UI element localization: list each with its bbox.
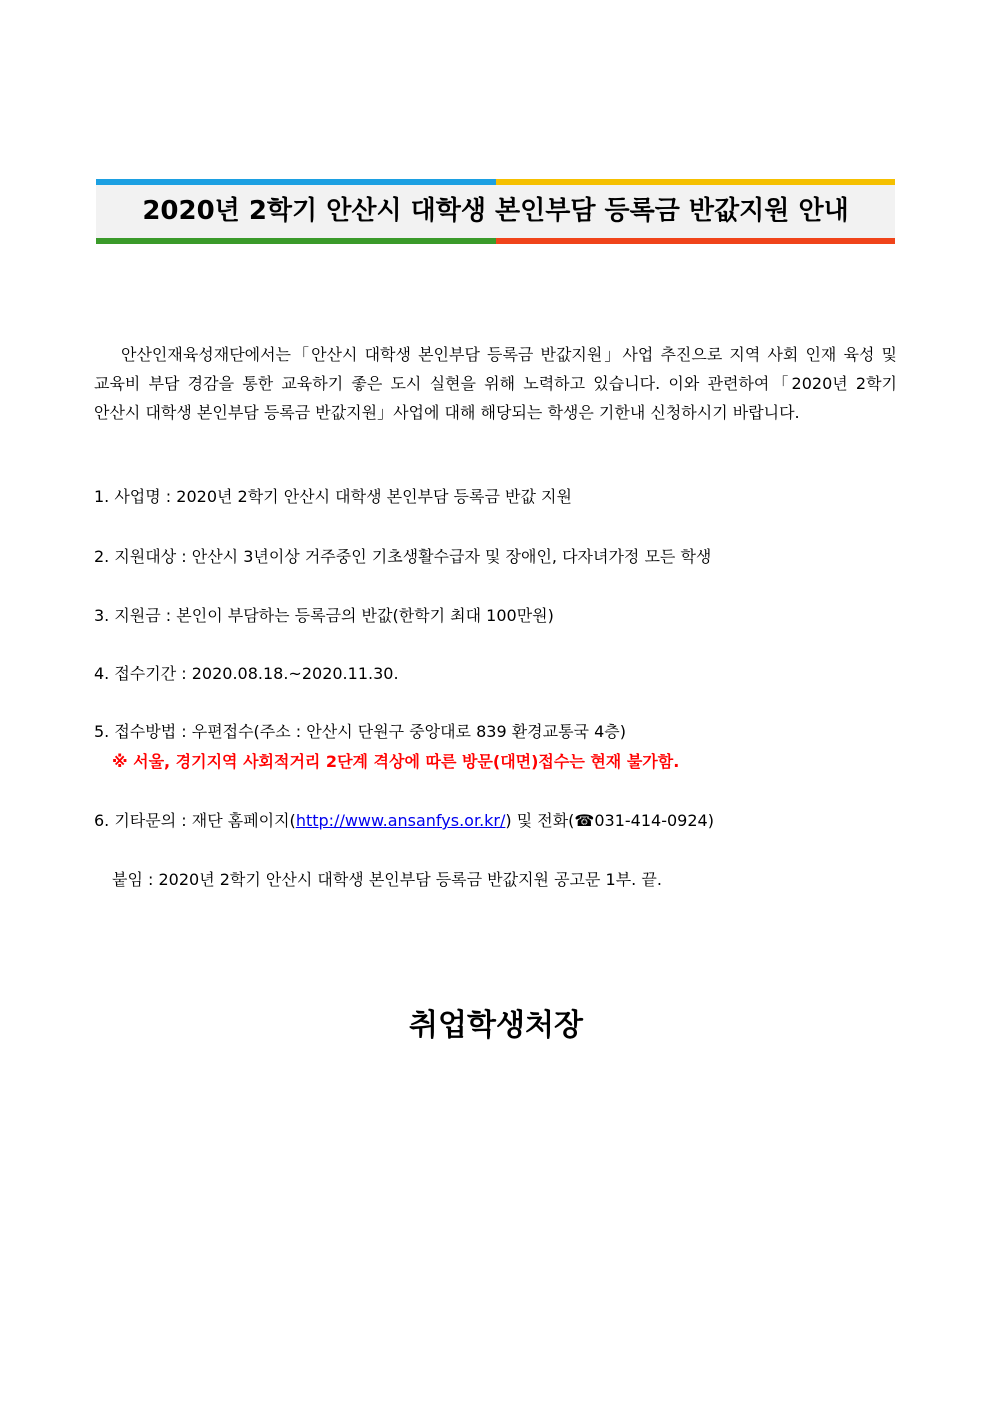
document-title: 2020년 2학기 안산시 대학생 본인부담 등록금 반값지원 안내 [142, 196, 849, 226]
intro-paragraph: 안산인재육성재단에서는「안산시 대학생 본인부담 등록금 반값지원」사업 추진으로 지역 사회 인재 육성 및 교육비 부담 경감을 통한 교육하기 좋은 도시 실현을 위해 노력하고 있습니다. 이와 관련하여「2020년 2학기 안산시 대학생 본인부담 등록금 반값지원」사업에 대해 해당되는 학생은 기한내 신청하시기 바랍니다. [94, 345, 897, 422]
title-block [96, 179, 895, 244]
contact-suffix: ) 및 전화(☎031-414-0924) [505, 811, 714, 830]
signature: 취업학생처장 [409, 1008, 583, 1043]
item-project-name: 1. 사업명 : 2020년 2학기 안산시 대학생 본인부담 등록금 반값 지원 [94, 487, 572, 506]
item-amount: 3. 지원금 : 본인이 부담하는 등록금의 반값(한학기 최대 100만원) [94, 606, 554, 625]
attachment-note: 붙임 : 2020년 2학기 안산시 대학생 본인부담 등록금 반값지원 공고문 1부. 끝. [112, 870, 662, 889]
contact-prefix: 6. 기타문의 : 재단 홈페이지( [94, 811, 296, 830]
item-target: 2. 지원대상 : 안산시 3년이상 거주중인 기초생활수급자 및 장애인, 다자녀가정 모든 학생 [94, 547, 712, 566]
title-bar-bottom-right [496, 238, 895, 244]
homepage-link[interactable]: http://www.ansanfys.or.kr/ [295, 811, 506, 830]
item-contact [94, 809, 714, 833]
item-method: 5. 접수방법 : 우편접수(주소 : 안산시 단원구 중앙대로 839 환경교통국 4층) [94, 722, 626, 741]
title-bar-bottom-left [96, 238, 496, 244]
item-period: 4. 접수기간 : 2020.08.18.~2020.11.30. [94, 664, 399, 683]
notice-warning: ※ 서울, 경기지역 사회적거리 2단계 격상에 따른 방문(대면)접수는 현재 불가함. [112, 752, 680, 771]
